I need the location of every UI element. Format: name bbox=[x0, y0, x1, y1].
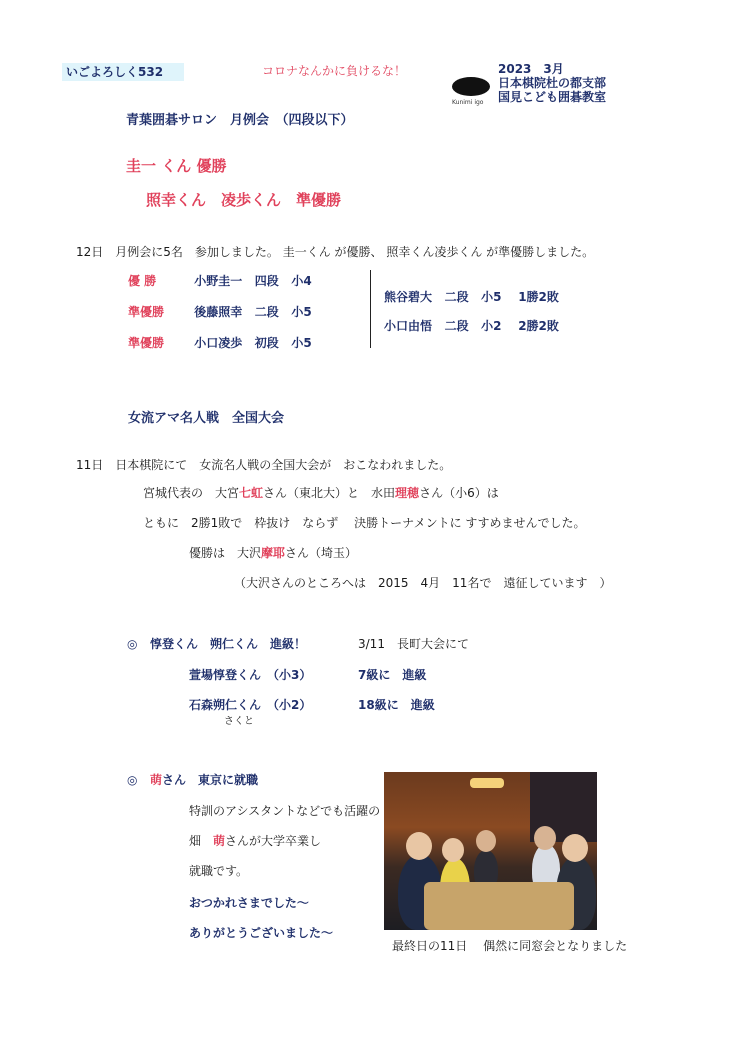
header-org bbox=[498, 62, 606, 104]
group-photo bbox=[384, 772, 597, 930]
result-row: 優 勝 小野圭一 四段 小4 bbox=[128, 274, 312, 288]
section2-winner: 優勝は 大沢摩耶さん（埼玉） bbox=[189, 546, 358, 560]
other-player-row: 熊谷碧大 二段 小5 1勝2敗 bbox=[384, 290, 559, 304]
other-player-row: 小口由悟 二段 小2 2勝2敗 bbox=[384, 319, 559, 333]
runnerup-headline: 照幸くん 凌歩くん 準優勝 bbox=[146, 191, 342, 209]
section2-title: 女流アマ名人戦 全国大会 bbox=[128, 411, 285, 426]
section1-summary: 12日 月例会に5名 参加しました。 圭一くん が優勝、 照幸くん凌歩くん が準優勝しました。 bbox=[76, 245, 595, 259]
photo-caption: 最終日の11日 偶然に同窓会となりました bbox=[392, 939, 628, 953]
series-tag: いごよろしく532 bbox=[62, 63, 184, 81]
section4-line5: ありがとうございました～ bbox=[189, 926, 334, 940]
section4-line3: 就職です。 bbox=[189, 864, 249, 878]
promotion-name: 萱場惇登くん （小3） bbox=[189, 668, 312, 682]
org-line2: 国見こども囲碁教室 bbox=[498, 90, 607, 104]
winner-headline: 圭一 くん 優勝 bbox=[126, 157, 227, 175]
logo-icon bbox=[452, 77, 490, 96]
bullet-icon: ◎ bbox=[127, 773, 138, 787]
bullet-icon: ◎ bbox=[127, 637, 138, 651]
org-line1: 日本棋院杜の都支部 bbox=[498, 76, 607, 90]
section1-title: 青葉囲碁サロン 月例会 （四段以下） bbox=[126, 113, 354, 128]
slogan: コロナなんかに負けるな！ bbox=[262, 64, 407, 78]
promotion-result: 18級に 進級 bbox=[358, 698, 435, 712]
promotion-name: 石森朔仁くん （小2） bbox=[189, 698, 312, 712]
section3-event: 3/11 長町大会にて bbox=[358, 637, 469, 651]
section4-line1: 特訓のアシスタントなどでも活躍の bbox=[189, 804, 381, 818]
furigana: さくと bbox=[224, 716, 254, 727]
section4-line2: 畑 萌さんが大学卒業し bbox=[189, 834, 322, 848]
section3-heading: ◎ 惇登くん 朔仁くん 進級！ bbox=[127, 637, 307, 651]
promotion-result: 7級に 進級 bbox=[358, 668, 427, 682]
section4-line4: おつかれさまでした～ bbox=[189, 896, 309, 910]
result-row: 準優勝 後藤照幸 二段 小5 bbox=[128, 305, 312, 319]
section4-heading: ◎ 萌さん 東京に就職 bbox=[127, 773, 259, 787]
results-divider bbox=[370, 270, 371, 348]
section2-note: （大沢さんのところへは 2015 4月 11名で 遠征しています ） bbox=[234, 576, 612, 590]
section2-line3: ともに 2勝1敗で 枠抜け ならず 決勝トーナメントに すすめませんでした。 bbox=[143, 516, 586, 530]
result-row: 準優勝 小口凌歩 初段 小5 bbox=[128, 336, 312, 350]
section2-line2: 宮城代表の 大宮七虹さん（東北大）と 水田理穂さん（小6）は bbox=[143, 486, 499, 500]
logo-caption: Kunimi igo bbox=[452, 99, 484, 106]
section2-line1: 11日 日本棋院にて 女流名人戦の全国大会が おこなわれました。 bbox=[76, 458, 452, 472]
issue-date: 2023 3月 bbox=[498, 62, 564, 76]
